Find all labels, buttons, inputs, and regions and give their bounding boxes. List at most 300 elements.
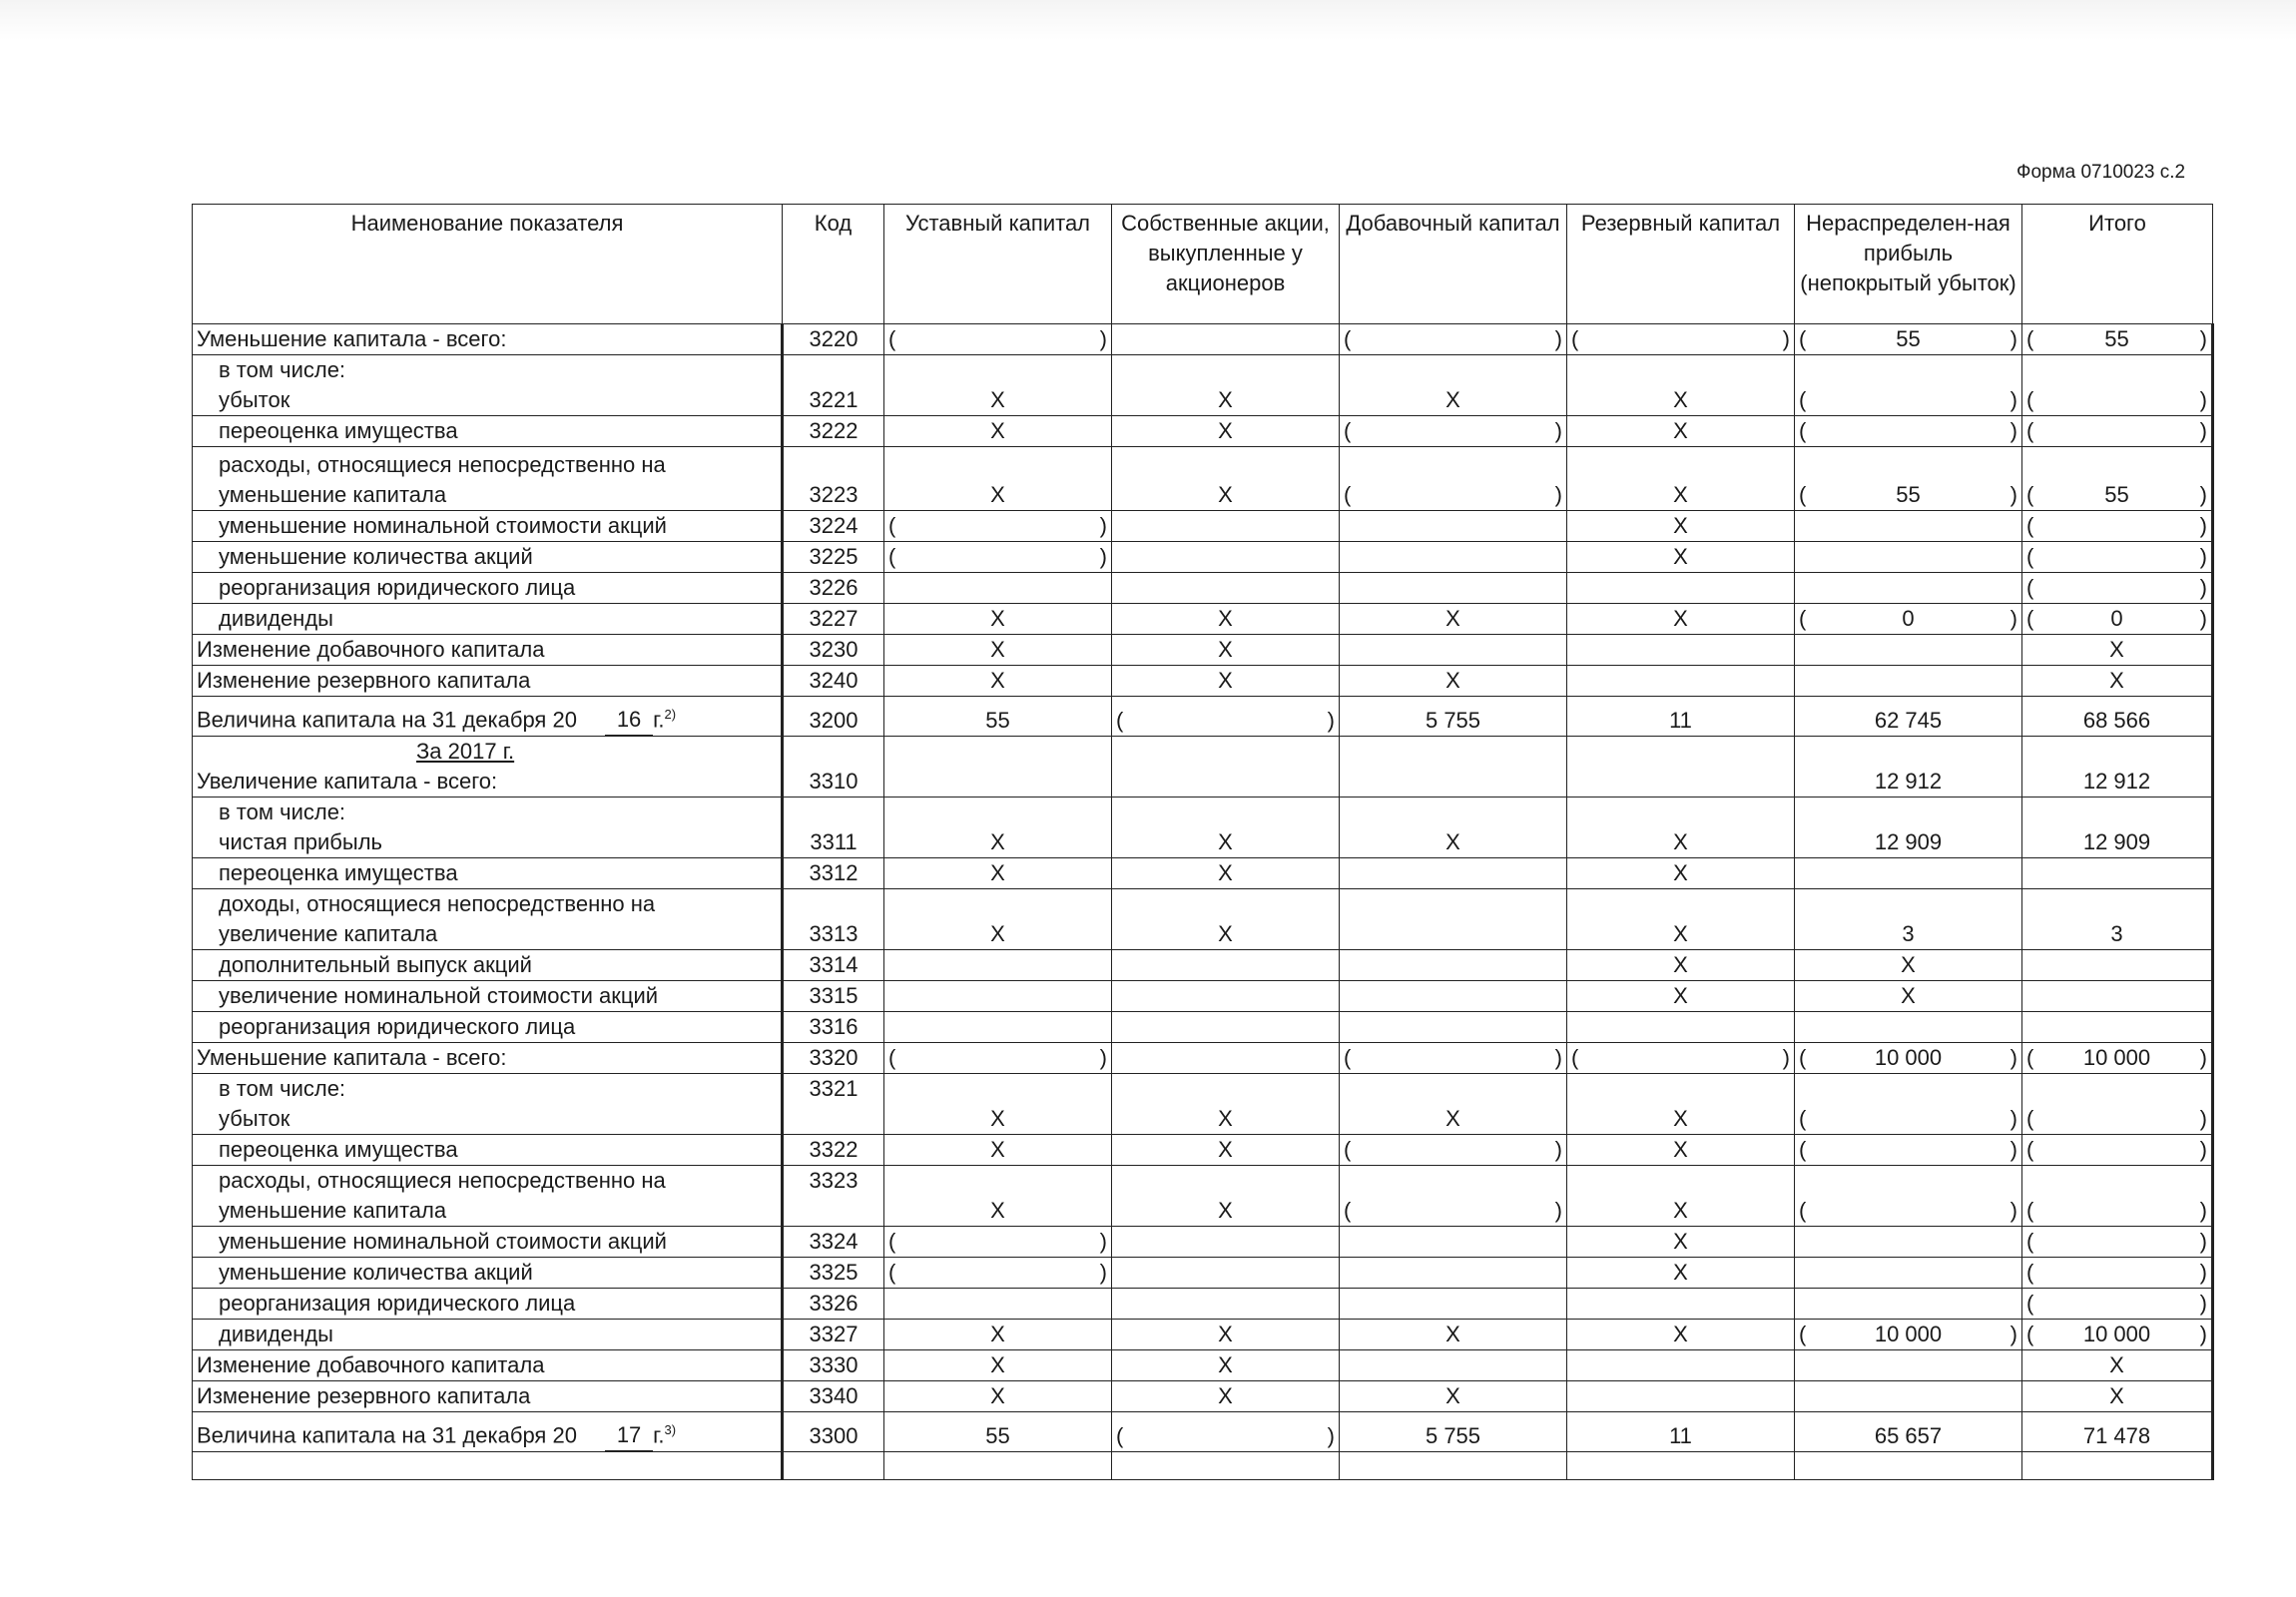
open-paren: (	[2026, 482, 2034, 507]
row-label-text: Изменение добавочного капитала	[197, 637, 545, 662]
cell-value: 10 000	[1874, 1045, 1943, 1070]
cell-additional-capital	[1340, 1166, 1567, 1227]
cell-additional-capital: X	[1340, 1320, 1567, 1350]
cell-charter-capital	[884, 1043, 1112, 1074]
close-paren: )	[1782, 326, 1790, 351]
cell-retained-earnings: X	[1795, 981, 2022, 1012]
row-code: 3223	[783, 447, 884, 511]
table-row	[193, 1043, 2213, 1074]
close-paren: )	[2009, 1045, 2017, 1070]
open-paren: (	[2026, 1045, 2034, 1070]
cell-charter-capital	[884, 737, 1112, 798]
row-label-prefix: в том числе:	[219, 357, 346, 382]
row-label-text: переоценка имущества	[219, 418, 458, 443]
cell-reserve-capital: X	[1567, 1320, 1795, 1350]
cell-reserve-capital: X	[1567, 1227, 1795, 1258]
row-code: 3224	[783, 511, 884, 542]
row-code: 3325	[783, 1258, 884, 1289]
cell-total	[2022, 604, 2213, 635]
row-label-text: Изменение резервного капитала	[197, 1383, 531, 1408]
cell-reserve-capital	[1567, 737, 1795, 798]
row-label-text: Величина капитала на 31 декабря 20	[197, 707, 577, 732]
row-label	[193, 542, 783, 573]
header-treasury-shares: Собственные акции, выкупленные у акционеров	[1112, 205, 1340, 324]
row-code: 3340	[783, 1381, 884, 1412]
cell-additional-capital	[1340, 635, 1567, 666]
row-code: 3323	[783, 1166, 884, 1227]
row-label	[193, 1289, 783, 1320]
row-label	[193, 1452, 783, 1480]
cell-treasury-shares	[1112, 1412, 1340, 1452]
close-paren: )	[2199, 1229, 2207, 1254]
open-paren: (	[1571, 326, 1579, 351]
open-paren: (	[1799, 482, 1807, 507]
open-paren: (	[2026, 513, 2034, 538]
cell-total	[2022, 981, 2213, 1012]
cell-charter-capital: 55	[884, 697, 1112, 737]
header-row	[193, 205, 2213, 324]
row-label-prefix: расходы, относящиеся непосредственно на	[219, 1168, 666, 1193]
cell-additional-capital: X	[1340, 666, 1567, 697]
cell-treasury-shares	[1112, 511, 1340, 542]
row-label-prefix: в том числе:	[219, 799, 346, 824]
cell-charter-capital	[884, 324, 1112, 355]
cell-retained-earnings: 12 909	[1795, 798, 2022, 858]
cell-total	[2022, 950, 2213, 981]
row-code: 3313	[783, 889, 884, 950]
row-label-text: Уменьшение капитала - всего:	[197, 1045, 507, 1070]
cell-reserve-capital: X	[1567, 542, 1795, 573]
table-row	[193, 737, 2213, 798]
cell-additional-capital	[1340, 1350, 1567, 1381]
open-paren: (	[2026, 418, 2034, 443]
header-charter-capital: Уставный капитал	[884, 205, 1112, 324]
row-label-text: уменьшение номинальной стоимости акций	[219, 1229, 667, 1254]
cell-charter-capital	[884, 981, 1112, 1012]
close-paren: )	[2199, 326, 2207, 351]
cell-retained-earnings: 65 657	[1795, 1412, 2022, 1452]
row-label-text: Уменьшение капитала - всего:	[197, 326, 507, 351]
table-row	[193, 447, 2213, 511]
row-label-text: переоценка имущества	[219, 1137, 458, 1162]
cell-reserve-capital: X	[1567, 798, 1795, 858]
row-code: 3225	[783, 542, 884, 573]
row-label	[193, 604, 783, 635]
close-paren: )	[2199, 513, 2207, 538]
open-paren: (	[1116, 708, 1124, 733]
close-paren: )	[1554, 482, 1562, 507]
cell-total	[2022, 1012, 2213, 1043]
row-label-text: Увеличение капитала - всего:	[197, 769, 498, 794]
cell-charter-capital: X	[884, 1350, 1112, 1381]
cell-total	[2022, 355, 2213, 416]
table-row	[193, 666, 2213, 697]
open-paren: (	[888, 1260, 896, 1285]
row-code: 3330	[783, 1350, 884, 1381]
cell-charter-capital: X	[884, 1320, 1112, 1350]
row-label-text: уменьшение количества акций	[219, 1260, 533, 1285]
cell-additional-capital	[1340, 1227, 1567, 1258]
row-label-text: дополнительный выпуск акций	[219, 952, 532, 977]
row-label	[193, 355, 783, 416]
cell-retained-earnings	[1795, 416, 2022, 447]
cell-retained-earnings: 62 745	[1795, 697, 2022, 737]
cell-total	[2022, 324, 2213, 355]
row-label	[193, 858, 783, 889]
cell-reserve-capital	[1567, 635, 1795, 666]
cell-additional-capital	[1340, 1289, 1567, 1320]
cell-retained-earnings	[1795, 1135, 2022, 1166]
cell-value: 55	[2104, 482, 2129, 507]
close-paren: )	[1554, 1137, 1562, 1162]
cell-charter-capital: X	[884, 889, 1112, 950]
close-paren: )	[2009, 1322, 2017, 1346]
footnote-mark: 2)	[664, 706, 677, 722]
cell-retained-earnings	[1795, 666, 2022, 697]
header-reserve-capital: Резервный капитал	[1567, 205, 1795, 324]
close-paren: )	[2199, 1260, 2207, 1285]
open-paren: (	[2026, 1106, 2034, 1131]
table-row	[193, 1381, 2213, 1412]
cell-charter-capital	[884, 1227, 1112, 1258]
header-retained-earnings: Нераспределен-ная прибыль (непокрытый убыток)	[1795, 205, 2022, 324]
cell-additional-capital	[1340, 950, 1567, 981]
open-paren: (	[888, 544, 896, 569]
row-label-text: увеличение капитала	[219, 921, 438, 946]
close-paren: )	[1099, 513, 1107, 538]
row-label-text: Изменение добавочного капитала	[197, 1352, 545, 1377]
cell-additional-capital	[1340, 1258, 1567, 1289]
cell-charter-capital	[884, 542, 1112, 573]
row-label	[193, 1135, 783, 1166]
cell-charter-capital: X	[884, 1166, 1112, 1227]
row-code: 3326	[783, 1289, 884, 1320]
table-row	[193, 1289, 2213, 1320]
cell-treasury-shares: X	[1112, 635, 1340, 666]
cell-charter-capital	[884, 1289, 1112, 1320]
year-suffix: г.	[653, 1422, 665, 1447]
cell-total	[2022, 1289, 2213, 1320]
cell-total: 71 478	[2022, 1412, 2213, 1452]
cell-treasury-shares: X	[1112, 1135, 1340, 1166]
close-paren: )	[1099, 1045, 1107, 1070]
row-label	[193, 1258, 783, 1289]
period-heading: За 2017 г.	[416, 739, 515, 764]
open-paren: (	[1799, 1045, 1807, 1070]
row-label	[193, 798, 783, 858]
open-paren: (	[1344, 1198, 1352, 1223]
cell-charter-capital	[884, 573, 1112, 604]
row-label-text: убыток	[219, 387, 290, 412]
cell-retained-earnings	[1795, 604, 2022, 635]
close-paren: )	[2009, 1137, 2017, 1162]
cell-retained-earnings	[1795, 1166, 2022, 1227]
cell-value: 10 000	[2082, 1045, 2151, 1070]
row-label	[193, 1227, 783, 1258]
open-paren: (	[2026, 544, 2034, 569]
row-label	[193, 511, 783, 542]
cell-reserve-capital	[1567, 666, 1795, 697]
cell-charter-capital: X	[884, 447, 1112, 511]
cell-additional-capital	[1340, 511, 1567, 542]
table-row	[193, 889, 2213, 950]
cell-charter-capital: X	[884, 1381, 1112, 1412]
row-code: 3311	[783, 798, 884, 858]
row-label-text: дивиденды	[219, 606, 333, 631]
table-row	[193, 981, 2213, 1012]
cell-total	[2022, 1074, 2213, 1135]
close-paren: )	[2199, 387, 2207, 412]
cell-total	[2022, 1320, 2213, 1350]
cell-additional-capital	[1340, 447, 1567, 511]
table-body	[193, 324, 2213, 1480]
form-code: Форма 0710023 с.2	[2016, 162, 2186, 183]
row-code: 3316	[783, 1012, 884, 1043]
table-row	[193, 1227, 2213, 1258]
cell-charter-capital: X	[884, 635, 1112, 666]
cell-total	[2022, 858, 2213, 889]
row-label	[193, 635, 783, 666]
cell-charter-capital: X	[884, 1074, 1112, 1135]
row-label	[193, 889, 783, 950]
cell-retained-earnings	[1795, 1074, 2022, 1135]
cell-treasury-shares: X	[1112, 666, 1340, 697]
cell-reserve-capital: X	[1567, 416, 1795, 447]
table-row	[193, 1452, 2213, 1480]
open-paren: (	[888, 1229, 896, 1254]
close-paren: )	[2199, 1322, 2207, 1346]
row-label-text: уменьшение номинальной стоимости акций	[219, 513, 667, 538]
row-label-text: реорганизация юридического лица	[219, 575, 576, 600]
year-suffix: г.	[653, 707, 665, 732]
cell-value: 55	[1896, 482, 1921, 507]
open-paren: (	[2026, 1322, 2034, 1346]
cell-treasury-shares: X	[1112, 355, 1340, 416]
close-paren: )	[1554, 326, 1562, 351]
row-label	[193, 1350, 783, 1381]
row-label-text: Величина капитала на 31 декабря 20	[197, 1422, 577, 1447]
row-label	[193, 1043, 783, 1074]
row-code: 3220	[783, 324, 884, 355]
table-row	[193, 1350, 2213, 1381]
cell-value: 0	[2110, 606, 2123, 631]
table-row	[193, 416, 2213, 447]
cell-treasury-shares	[1112, 1012, 1340, 1043]
open-paren: (	[2026, 1137, 2034, 1162]
open-paren: (	[1344, 326, 1352, 351]
row-label	[193, 1412, 783, 1452]
table-row	[193, 511, 2213, 542]
close-paren: )	[2199, 575, 2207, 600]
cell-reserve-capital	[1567, 1350, 1795, 1381]
open-paren: (	[888, 513, 896, 538]
open-paren: (	[2026, 1229, 2034, 1254]
row-label-prefix: доходы, относящиеся непосредственно на	[219, 891, 656, 916]
row-label-text: чистая прибыль	[219, 829, 382, 854]
open-paren: (	[1116, 1423, 1124, 1448]
cell-charter-capital	[884, 950, 1112, 981]
cell-total	[2022, 1452, 2213, 1480]
cell-additional-capital	[1340, 1043, 1567, 1074]
table-row	[193, 542, 2213, 573]
table-row	[193, 1320, 2213, 1350]
table-row	[193, 635, 2213, 666]
table-row	[193, 1074, 2213, 1135]
row-label-text: убыток	[219, 1106, 290, 1131]
cell-additional-capital	[1340, 889, 1567, 950]
header-additional-capital: Добавочный капитал	[1340, 205, 1567, 324]
cell-retained-earnings	[1795, 1289, 2022, 1320]
cell-treasury-shares: X	[1112, 447, 1340, 511]
open-paren: (	[2026, 1291, 2034, 1316]
row-code: 3226	[783, 573, 884, 604]
cell-additional-capital: X	[1340, 1074, 1567, 1135]
open-paren: (	[2026, 575, 2034, 600]
row-label-text: Изменение резервного капитала	[197, 668, 531, 693]
cell-additional-capital: X	[1340, 604, 1567, 635]
cell-value: 0	[1902, 606, 1915, 631]
cell-treasury-shares: X	[1112, 1074, 1340, 1135]
cell-total: X	[2022, 1350, 2213, 1381]
cell-total: X	[2022, 666, 2213, 697]
cell-treasury-shares	[1112, 737, 1340, 798]
row-label-text: уменьшение количества акций	[219, 544, 533, 569]
cell-retained-earnings	[1795, 1043, 2022, 1074]
cell-value: 10 000	[1874, 1322, 1943, 1346]
close-paren: )	[1099, 1260, 1107, 1285]
cell-reserve-capital	[1567, 1289, 1795, 1320]
cell-reserve-capital: X	[1567, 981, 1795, 1012]
cell-additional-capital	[1340, 324, 1567, 355]
close-paren: )	[2199, 1198, 2207, 1223]
cell-total	[2022, 511, 2213, 542]
open-paren: (	[1799, 606, 1807, 631]
cell-retained-earnings	[1795, 1320, 2022, 1350]
cell-total	[2022, 573, 2213, 604]
cell-reserve-capital: X	[1567, 1074, 1795, 1135]
row-code: 3240	[783, 666, 884, 697]
row-code: 3230	[783, 635, 884, 666]
cell-charter-capital	[884, 511, 1112, 542]
open-paren: (	[1799, 1106, 1807, 1131]
row-label-prefix: в том числе:	[219, 1076, 346, 1101]
header-code: Код	[783, 205, 884, 324]
cell-total: X	[2022, 635, 2213, 666]
cell-total	[2022, 447, 2213, 511]
close-paren: )	[2009, 387, 2017, 412]
cell-reserve-capital: 11	[1567, 1412, 1795, 1452]
table-row	[193, 1166, 2213, 1227]
row-code: 3227	[783, 604, 884, 635]
row-label	[193, 447, 783, 511]
cell-retained-earnings: X	[1795, 950, 2022, 981]
table-row	[193, 1012, 2213, 1043]
cell-additional-capital: 5 755	[1340, 1412, 1567, 1452]
cell-charter-capital: X	[884, 1135, 1112, 1166]
cell-additional-capital	[1340, 542, 1567, 573]
open-paren: (	[1799, 1322, 1807, 1346]
cell-reserve-capital: X	[1567, 1258, 1795, 1289]
row-code: 3322	[783, 1135, 884, 1166]
open-paren: (	[1799, 1137, 1807, 1162]
row-code: 3221	[783, 355, 884, 416]
close-paren: )	[1327, 708, 1335, 733]
cell-total	[2022, 1135, 2213, 1166]
open-paren: (	[1799, 418, 1807, 443]
cell-reserve-capital: X	[1567, 889, 1795, 950]
close-paren: )	[2009, 1106, 2017, 1131]
open-paren: (	[888, 1045, 896, 1070]
cell-retained-earnings	[1795, 1227, 2022, 1258]
cell-retained-earnings: 12 912	[1795, 737, 2022, 798]
row-code: 3321	[783, 1074, 884, 1135]
table-row	[193, 950, 2213, 981]
cell-treasury-shares	[1112, 1258, 1340, 1289]
footnote-mark: 3)	[664, 1421, 677, 1437]
cell-total	[2022, 542, 2213, 573]
cell-additional-capital	[1340, 737, 1567, 798]
cell-treasury-shares	[1112, 542, 1340, 573]
cell-retained-earnings	[1795, 1381, 2022, 1412]
row-code: 3300	[783, 1412, 884, 1452]
row-code: 3200	[783, 697, 884, 737]
close-paren: )	[2009, 482, 2017, 507]
cell-reserve-capital: X	[1567, 511, 1795, 542]
cell-total: 12 909	[2022, 798, 2213, 858]
cell-treasury-shares	[1112, 1289, 1340, 1320]
cell-treasury-shares	[1112, 1043, 1340, 1074]
cell-treasury-shares	[1112, 697, 1340, 737]
cell-retained-earnings	[1795, 858, 2022, 889]
row-label	[193, 573, 783, 604]
open-paren: (	[2026, 606, 2034, 631]
table-row	[193, 798, 2213, 858]
cell-total: 68 566	[2022, 697, 2213, 737]
row-label-text: дивиденды	[219, 1322, 333, 1346]
cell-reserve-capital: X	[1567, 950, 1795, 981]
cell-charter-capital	[884, 1452, 1112, 1480]
table-row	[193, 858, 2213, 889]
cell-additional-capital: X	[1340, 1381, 1567, 1412]
row-code: 3327	[783, 1320, 884, 1350]
cell-additional-capital: X	[1340, 798, 1567, 858]
row-label-prefix: расходы, относящиеся непосредственно на	[219, 452, 666, 477]
close-paren: )	[1554, 1198, 1562, 1223]
cell-treasury-shares: X	[1112, 1350, 1340, 1381]
table-row	[193, 1412, 2213, 1452]
cell-treasury-shares	[1112, 324, 1340, 355]
row-code: 3222	[783, 416, 884, 447]
cell-treasury-shares	[1112, 1227, 1340, 1258]
row-label-text: увеличение номинальной стоимости акций	[219, 983, 659, 1008]
open-paren: (	[1799, 326, 1807, 351]
row-code: 3310	[783, 737, 884, 798]
cell-reserve-capital	[1567, 573, 1795, 604]
row-label	[193, 981, 783, 1012]
cell-additional-capital	[1340, 981, 1567, 1012]
cell-retained-earnings	[1795, 1452, 2022, 1480]
close-paren: )	[1554, 418, 1562, 443]
close-paren: )	[2199, 482, 2207, 507]
close-paren: )	[2199, 1106, 2207, 1131]
open-paren: (	[1799, 1198, 1807, 1223]
cell-retained-earnings	[1795, 635, 2022, 666]
row-label-text: реорганизация юридического лица	[219, 1014, 576, 1039]
cell-reserve-capital: X	[1567, 355, 1795, 416]
close-paren: )	[1099, 326, 1107, 351]
cell-reserve-capital: X	[1567, 1135, 1795, 1166]
cell-treasury-shares: X	[1112, 1166, 1340, 1227]
